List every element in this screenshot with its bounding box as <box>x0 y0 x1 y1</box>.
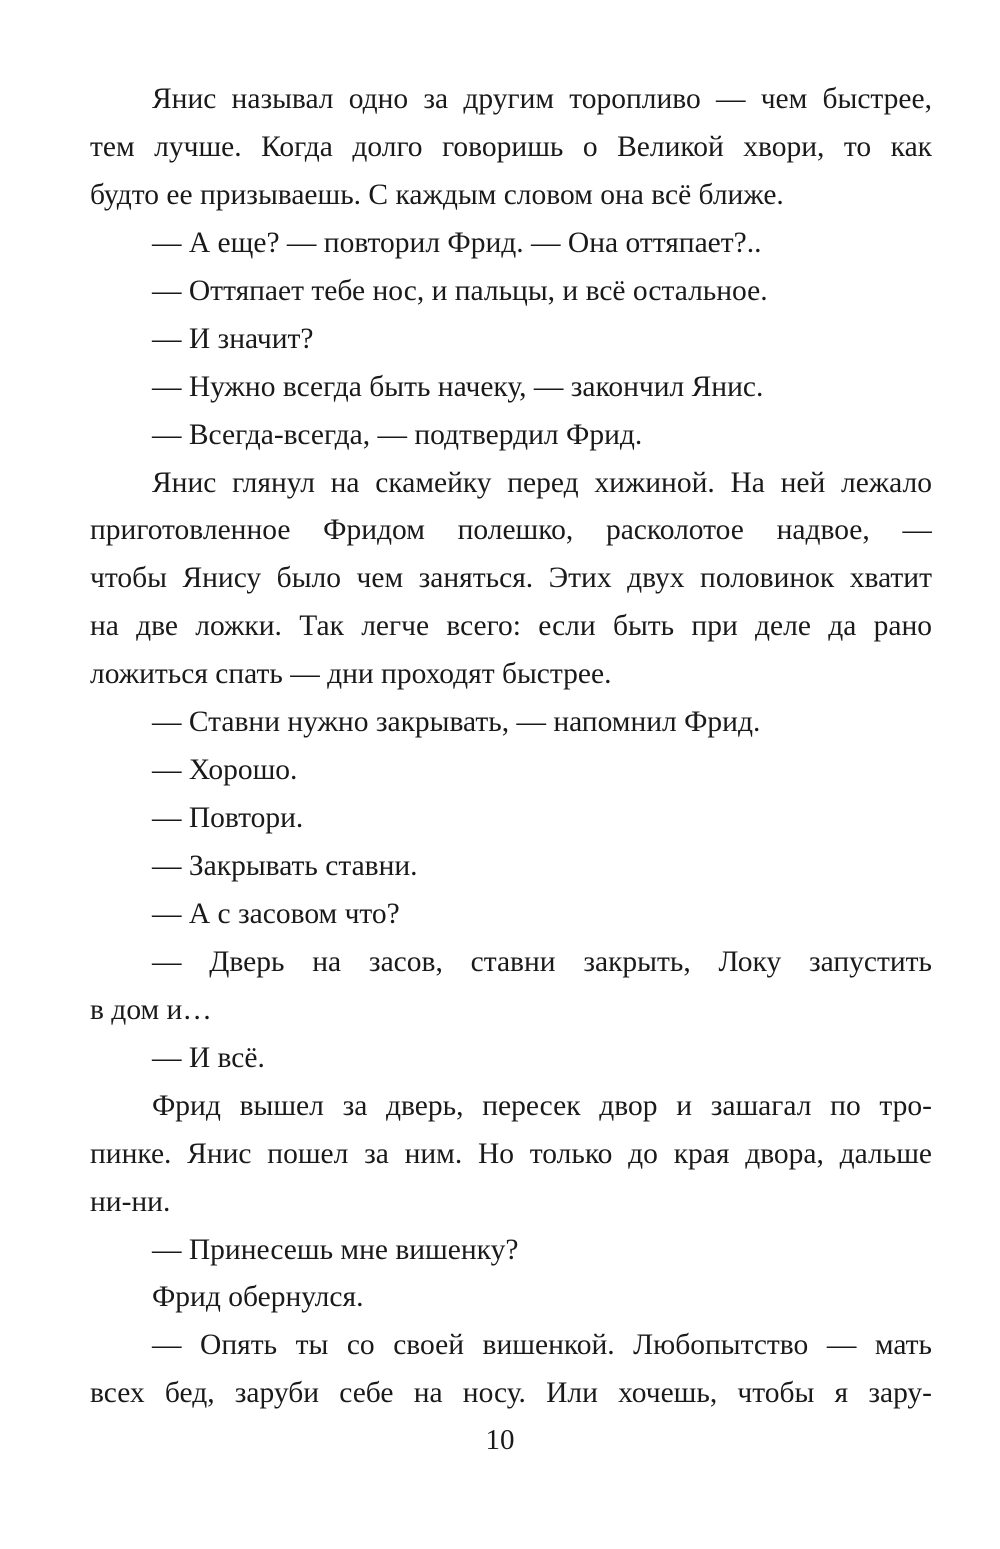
text-line: — Дверь на засов, ставни закрыть, Локу запустить <box>152 945 932 978</box>
text-line: будто ее призываешь. С каждым словом она всё ближе. <box>90 178 784 211</box>
text-line: — Повтори. <box>152 802 304 835</box>
text-line: Фрид обернулся. <box>152 1281 364 1314</box>
text-line: всех бед, заруби себе на носу. Или хочешь, чтобы я зару- <box>90 1377 932 1410</box>
text-line: — Нужно всегда быть начеку, — закончил Янис. <box>152 370 764 403</box>
text-line: — Ставни нужно закрывать, — напомнил Фрид. <box>152 706 761 739</box>
text-line: Фрид вышел за дверь, пересек двор и зашагал по тро- <box>152 1089 932 1122</box>
text-line: пинке. Янис пошел за ним. Но только до края двора, дальше <box>90 1137 932 1170</box>
text-line: — А еще? — повторил Фрид. — Она оттяпает?.. <box>152 226 762 259</box>
text-line: на две ложки. Так легче всего: если быть при деле да рано <box>90 610 932 643</box>
text-line: — И всё. <box>152 1041 265 1074</box>
text-line: ложиться спать — дни проходят быстрее. <box>90 658 612 691</box>
text-line: — Принесешь мне вишенку? <box>152 1233 519 1266</box>
text-line: Янис называл одно за другим торопливо — чем быстрее, <box>152 83 932 115</box>
text-line: приготовленное Фридом полешко, расколотое надвое, — <box>90 514 932 547</box>
text-line: — Хорошо. <box>152 754 298 787</box>
text-line: тем лучше. Когда долго говоришь о Великой хвори, то как <box>90 130 932 163</box>
text-line: — Оттяпает тебе нос, и пальцы, и всё остальное. <box>152 274 768 307</box>
text-line: — Всегда-всегда, — подтвердил Фрид. <box>152 418 643 451</box>
text-line: — А с засовом что? <box>152 897 400 930</box>
text-line: чтобы Янису было чем заняться. Этих двух половинок хватит <box>90 562 932 595</box>
text-line: в дом и… <box>90 993 212 1026</box>
page-number: 10 <box>485 1424 515 1456</box>
text-line: — Опять ты со своей вишенкой. Любопытство — мать <box>152 1329 932 1362</box>
text-line: — Закрывать ставни. <box>152 850 418 882</box>
text-line: — И значит? <box>152 322 314 355</box>
text-line: Янис глянул на скамейку перед хижиной. На ней лежало <box>152 466 932 499</box>
text-line: ни-ни. <box>90 1185 171 1218</box>
book-page-body <box>90 76 932 1418</box>
